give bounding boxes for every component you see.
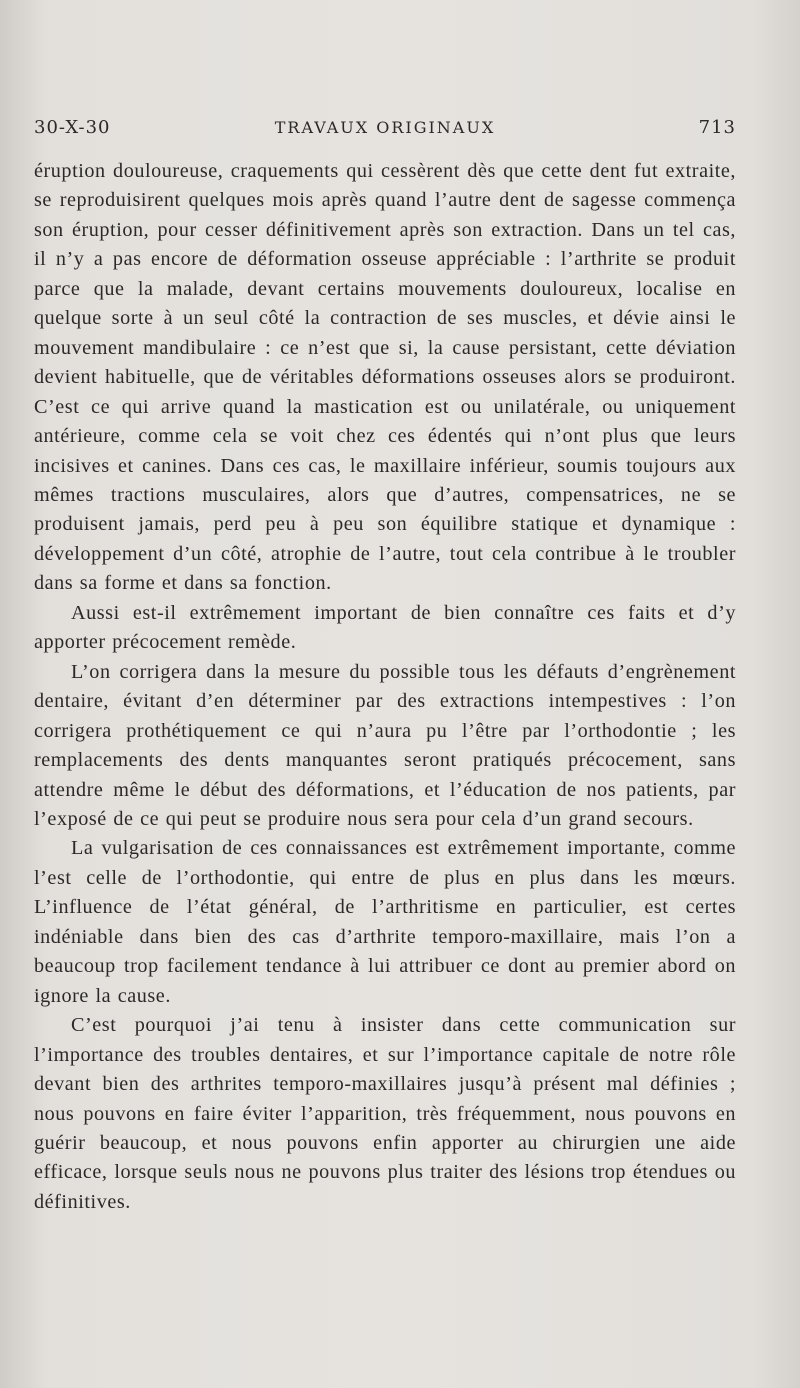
paragraph-2: Aussi est-il extrêmement important de bien connaître ces faits et d’y apporter précocement remède. [34, 601, 736, 654]
paragraph-4: La vulgarisation de ces connaissances est extrêmement importante, comme l’est celle de l’orthodontie, qui entre de plus en plus dans les mœurs. L’influence de l’état général, de l’arthritisme en particulier, est certes indéniable dans bien des cas d’arthrite temporo-maxillaire, mais l’on a beaucoup trop facilement tendance à lui attribuer ce dont au premier abord on ignore la cause. [34, 837, 736, 1007]
page-number: 713 [698, 117, 736, 138]
running-head [34, 117, 736, 147]
header-section-title: TRAVAUX ORIGINAUX [274, 118, 496, 137]
paragraph-1: éruption douloureuse, craquements qui cessèrent dès que cette dent fut extraite, se reproduisirent quelques mois après quand l’autre dent de sagesse commença son éruption, pour cesser définitivement après son extraction. Dans un tel cas, il n’y a pas encore de déformation osseuse appréciable : l’arthrite se produit parce que la malade, devant certains mouvements douloureux, localise en quelque sorte à un seul côté la contraction de ses muscles, et dévie ainsi le mouvement mandibulaire : ce n’est que si, la cause persistant, cette déviation devient habituelle, que de véritables déformations osseuses alors se produiront. C’est ce qui arrive quand la mastication est ou unilatérale, ou uniquement antérieure, comme cela se voit chez ces édentés qui n’ont plus que leurs incisives et canines. Dans ces cas, le maxillaire inférieur, soumis toujours aux mêmes tractions musculaires, alors que d’autres, compensatrices, ne se produisent jamais, perd peu à peu son équilibre statique et dynamique : développement d’un côté, atrophie de l’autre, tout cela contribue à le troubler dans sa forme et dans sa fonction. [34, 160, 736, 595]
body-text [34, 157, 736, 1217]
header-date: 30-X-30 [34, 117, 111, 138]
paragraph-5: C’est pourquoi j’ai tenu à insister dans cette communication sur l’importance des troubles dentaires, et sur l’importance capitale de notre rôle devant bien des arthrites temporo-maxillaires jusqu’à présent mal définies ; nous pouvons en faire éviter l’apparition, très fréquemment, nous pouvons en guérir beaucoup, et nous pouvons enfin apporter au chirurgien une aide efficace, lorsque seuls nous ne pouvons plus traiter des lésions trop étendues ou définitives. [34, 1014, 736, 1213]
paragraph-3: L’on corrigera dans la mesure du possible tous les défauts d’engrènement dentaire, évitant d’en déterminer par des extractions intempestives : l’on corrigera prothétiquement ce qui n’aura pu l’être par l’orthodontie ; les remplacements des dents manquantes seront pratiqués précocement, sans attendre même le début des déformations, et l’éducation de nos patients, par l’exposé de ce qui peut se produire nous sera pour cela d’un grand secours. [34, 660, 736, 830]
